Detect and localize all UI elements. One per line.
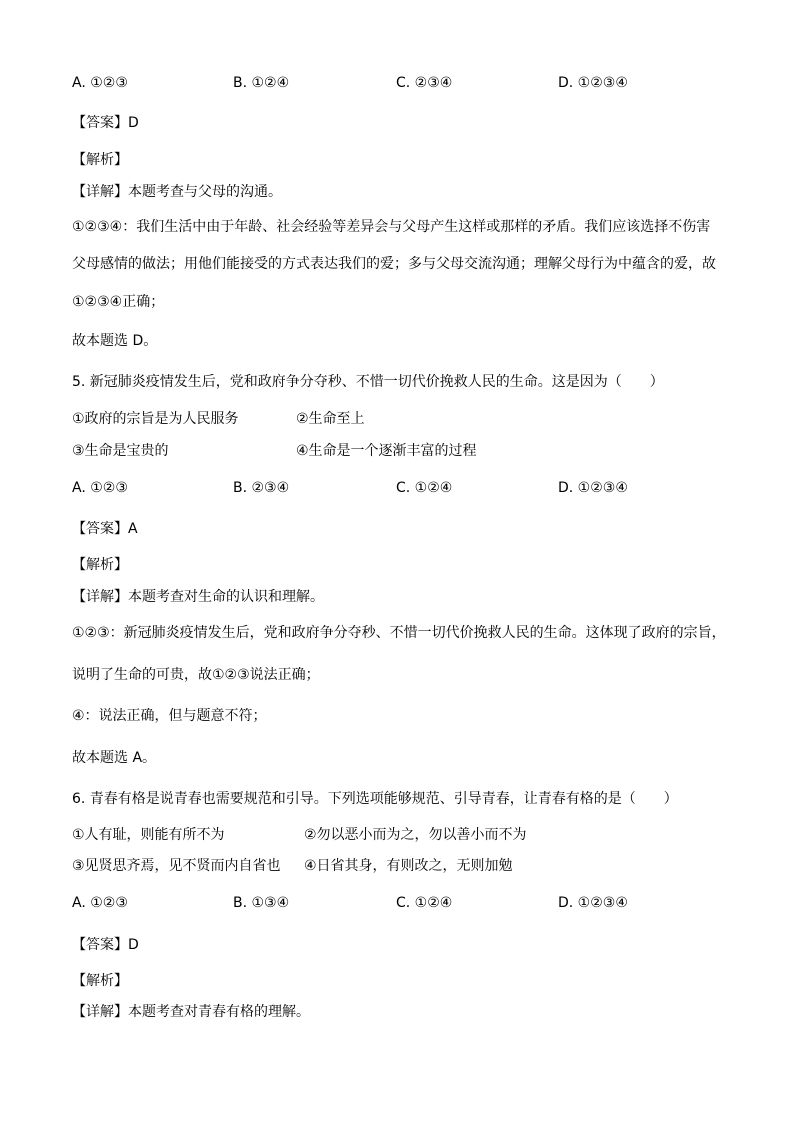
q6-option-d: D. ①②③④ (558, 895, 628, 911)
q5-detail: 【详解】本题考查对生命的认识和理解。 (72, 589, 324, 605)
q5-item-1: ①政府的宗旨是为人民服务 (72, 411, 239, 427)
q6-analysis-heading: 【解析】 (72, 973, 128, 989)
q5-option-b: B. ②③④ (233, 480, 290, 496)
q5-stem: 5. 新冠肺炎疫情发生后，党和政府争分夺秒、不惜一切代价挽救人民的生命。这是因为（ ） (72, 374, 664, 390)
q4-explanation-line-1: ①②③④：我们生活中由于年龄、社会经验等差异会与父母产生这样或那样的矛盾。我们应该选择不伤害 (72, 219, 711, 235)
q5-option-a: A. ①②③ (72, 480, 128, 496)
q5-item-4: ④生命是一个逐渐丰富的过程 (296, 443, 477, 459)
q4-option-c: C. ②③④ (396, 75, 453, 91)
q6-answer: 【答案】D (72, 937, 139, 953)
q4-option-a: A. ①②③ (72, 75, 128, 91)
q5-conclusion: 故本题选 A。 (72, 750, 157, 766)
q4-option-d: D. ①②③④ (558, 75, 628, 91)
q4-detail: 【详解】本题考查与父母的沟通。 (72, 184, 282, 200)
q6-option-a: A. ①②③ (72, 895, 128, 911)
q5-analysis-heading: 【解析】 (72, 557, 128, 573)
q5-explanation-line-3: ④：说法正确，但与题意不符； (72, 708, 267, 724)
q6-item-1: ①人有耻，则能有所不为 (72, 827, 225, 843)
q4-explanation-line-2: 父母感情的做法；用他们能接受的方式表达我们的爱；多与父母交流沟通；理解父母行为中蕴含的爱，故 (72, 256, 716, 272)
q5-explanation-line-2: 说明了生命的可贵，故①②③说法正确； (72, 667, 320, 683)
q4-explanation-line-3: ①②③④正确； (72, 294, 165, 310)
q5-item-2: ②生命至上 (296, 411, 365, 427)
q4-analysis-heading: 【解析】 (72, 152, 128, 168)
q6-option-c: C. ①②④ (396, 895, 453, 911)
q4-answer: 【答案】D (72, 115, 139, 131)
q6-item-2: ②勿以恶小而为之，勿以善小而不为 (304, 827, 527, 843)
q5-item-3: ③生命是宝贵的 (72, 443, 169, 459)
q4-conclusion: 故本题选 D。 (72, 333, 158, 349)
q5-explanation-line-1: ①②③：新冠肺炎疫情发生后，党和政府争分夺秒、不惜一切代价挽救人民的生命。这体现了政府的宗旨， (72, 625, 726, 641)
q6-stem: 6. 青春有格是说青春也需要规范和引导。下列选项能够规范、引导青春，让青春有格的是（ ） (72, 791, 678, 807)
q5-option-c: C. ①②④ (396, 480, 453, 496)
q6-item-4: ④日省其身，有则改之，无则加勉 (304, 858, 513, 874)
q6-detail: 【详解】本题考查对青春有格的理解。 (72, 1004, 310, 1020)
q5-option-d: D. ①②③④ (558, 480, 628, 496)
q6-item-3: ③见贤思齐焉，见不贤而内自省也 (72, 858, 281, 874)
q4-option-b: B. ①②④ (233, 75, 290, 91)
q5-answer: 【答案】A (72, 521, 138, 537)
q6-option-b: B. ①③④ (233, 895, 290, 911)
